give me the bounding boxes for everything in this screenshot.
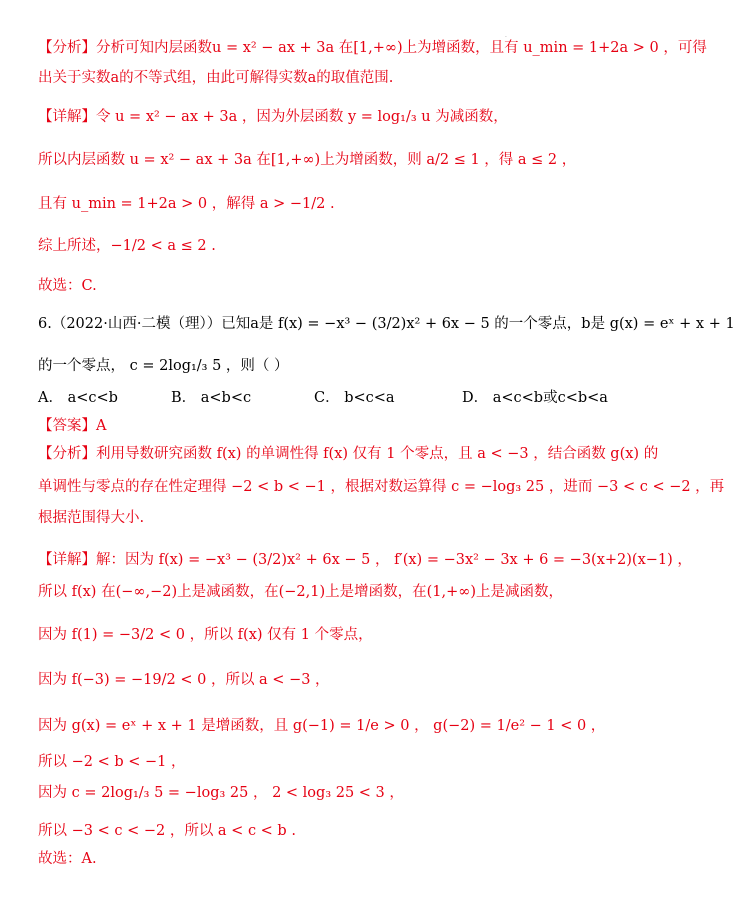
detail-line-2: 所以内层函数 u = x² − ax + 3a 在[1,+∞)上为增函数，则 a/2 ≤ 1 ，得 a ≤ 2 ， bbox=[38, 152, 577, 168]
detail2-line-9: 故选：A. bbox=[38, 851, 97, 867]
option-c: C． b<c<a bbox=[314, 390, 395, 406]
page-mark: · bbox=[505, 34, 507, 41]
detail-line-3: 且有 u_min = 1+2a > 0 ，解得 a > −1/2 . bbox=[38, 196, 335, 212]
detail-line-5: 故选：C. bbox=[38, 278, 97, 294]
option-b: B． a<b<c bbox=[171, 390, 252, 406]
detail2-line-5: 因为 g(x) = eˣ + x + 1 是增函数，且 g(−1) = 1/e > 0 ， g(−2) = 1/e² − 1 < 0 ， bbox=[38, 718, 606, 734]
detail-line-4: 综上所述，−1/2 < a ≤ 2 . bbox=[38, 238, 216, 254]
detail2-line-1: 【详解】解：因为 f(x) = −x³ − (3/2)x² + 6x − 5 ， f′(x) = −3x² − 3x + 6 = −3(x+2)(x−1) ， bbox=[38, 552, 692, 568]
detail2-line-7: 因为 c = 2log₁/₃ 5 = −log₃ 25 ， 2 < log₃ 25 < 3 ， bbox=[38, 785, 404, 801]
detail2-line-8: 所以 −3 < c < −2 ，所以 a < c < b . bbox=[38, 823, 296, 839]
detail2-line-6: 所以 −2 < b < −1 ， bbox=[38, 754, 186, 770]
detail2-line-2: 所以 f(x) 在(−∞,−2)上是减函数，在(−2,1)上是增函数，在(1,+∞)上是减函数， bbox=[38, 584, 563, 600]
question-6-line-1: 6.（2022·山西·二模（理））已知a是 f(x) = −x³ − (3/2)x² + 6x − 5 的一个零点，b是 g(x) = eˣ + x + 1 bbox=[38, 316, 735, 332]
option-a: A． a<c<b bbox=[38, 390, 118, 406]
option-d: D． a<c<b或c<b<a bbox=[462, 390, 608, 406]
detail2-line-3: 因为 f(1) = −3/2 < 0 ，所以 f(x) 仅有 1 个零点， bbox=[38, 627, 373, 643]
analysis2-line-1: 【分析】利用导数研究函数 f(x) 的单调性得 f(x) 仅有 1 个零点，且 a < −3 ，结合函数 g(x) 的 bbox=[38, 446, 659, 462]
detail-line-1: 【详解】令 u = x² − ax + 3a ，因为外层函数 y = log₁/₃ u 为减函数， bbox=[38, 109, 508, 125]
answer-line: 【答案】A bbox=[38, 418, 107, 434]
analysis-line-2: 出关于实数a的不等式组，由此可解得实数a的取值范围. bbox=[38, 70, 394, 86]
analysis-line-1: 【分析】分析可知内层函数u = x² − ax + 3a 在[1,+∞)上为增函数，且有 u_min = 1+2a > 0 ，可得 bbox=[38, 40, 707, 56]
analysis2-line-2: 单调性与零点的存在性定理得 −2 < b < −1 ，根据对数运算得 c = −log₃ 25 ，进而 −3 < c < −2 ，再 bbox=[38, 479, 725, 495]
detail2-line-4: 因为 f(−3) = −19/2 < 0 ，所以 a < −3 ， bbox=[38, 672, 330, 688]
question-6-line-2: 的一个零点， c = 2log₁/₃ 5 ，则（ ） bbox=[38, 358, 289, 374]
analysis2-line-3: 根据范围得大小. bbox=[38, 510, 145, 526]
